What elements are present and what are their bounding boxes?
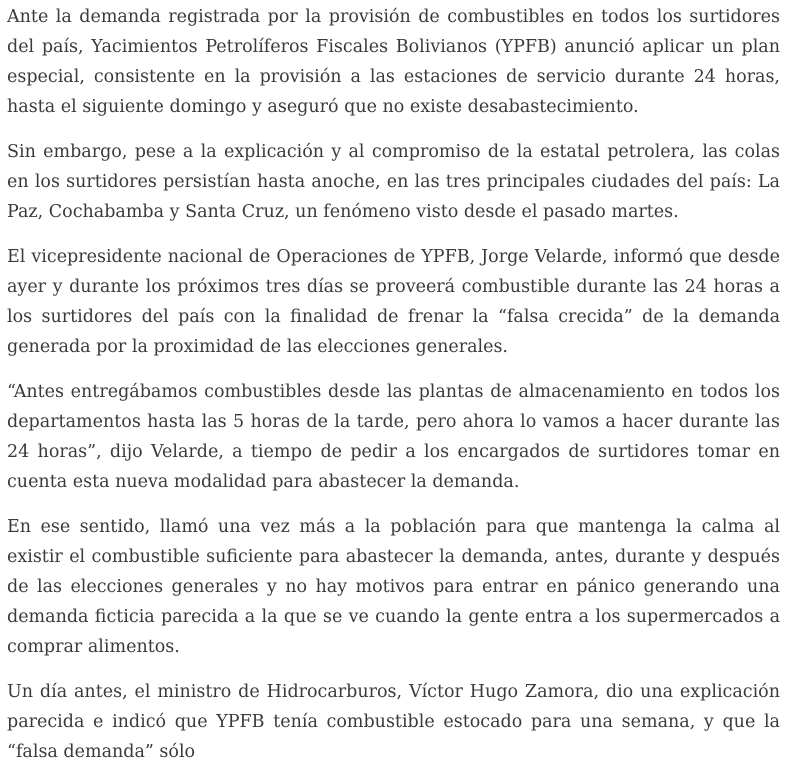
- paragraph: Ante la demanda registrada por la provisión de combustibles en todos los surtidores del país, Yacimientos Petrolíferos Fiscales Bolivianos (YPFB) anunció aplicar un plan especial, consistente en la provisión a las estaciones de servicio durante 24 horas, hasta el siguiente domingo y aseguró que no existe desabastecimiento.: [7, 7, 780, 117]
- paragraph: Sin embargo, pese a la explicación y al compromiso de la estatal petrolera, las colas en los surtidores persistían hasta anoche, en las tres principales ciudades del país: La Paz, Cochabamba y Santa Cruz, un fenómeno visto desde el pasado martes.: [7, 142, 780, 222]
- paragraph: “Antes entregábamos combustibles desde las plantas de almacenamiento en todos los departamentos hasta las 5 horas de la tarde, pero ahora lo vamos a hacer durante las 24 horas”, dijo Velarde, a tiempo de pedir a los encargados de surtidores tomar en cuenta esta nueva modalidad para abastecer la demanda.: [7, 382, 780, 492]
- paragraph: En ese sentido, llamó una vez más a la población para que mantenga la calma al existir el combustible suficiente para abastecer la demanda, antes, durante y después de las elecciones generales y no hay motivos para entrar en pánico generando una demanda ficticia parecida a la que se ve cuando la gente entra a los supermercados a comprar alimentos.: [7, 517, 780, 657]
- paragraph: El vicepresidente nacional de Operaciones de YPFB, Jorge Velarde, informó que desde ayer y durante los próximos tres días se proveerá combustible durante las 24 horas a los surtidores del país con la finalidad de frenar la “falsa crecida” de la demanda generada por la proximidad de las elecciones generales.: [7, 247, 780, 357]
- paragraph: Un día antes, el ministro de Hidrocarburos, Víctor Hugo Zamora, dio una explicación parecida e indicó que YPFB tenía combustible estocado para una semana, y que la “falsa demanda” sólo: [7, 682, 780, 762]
